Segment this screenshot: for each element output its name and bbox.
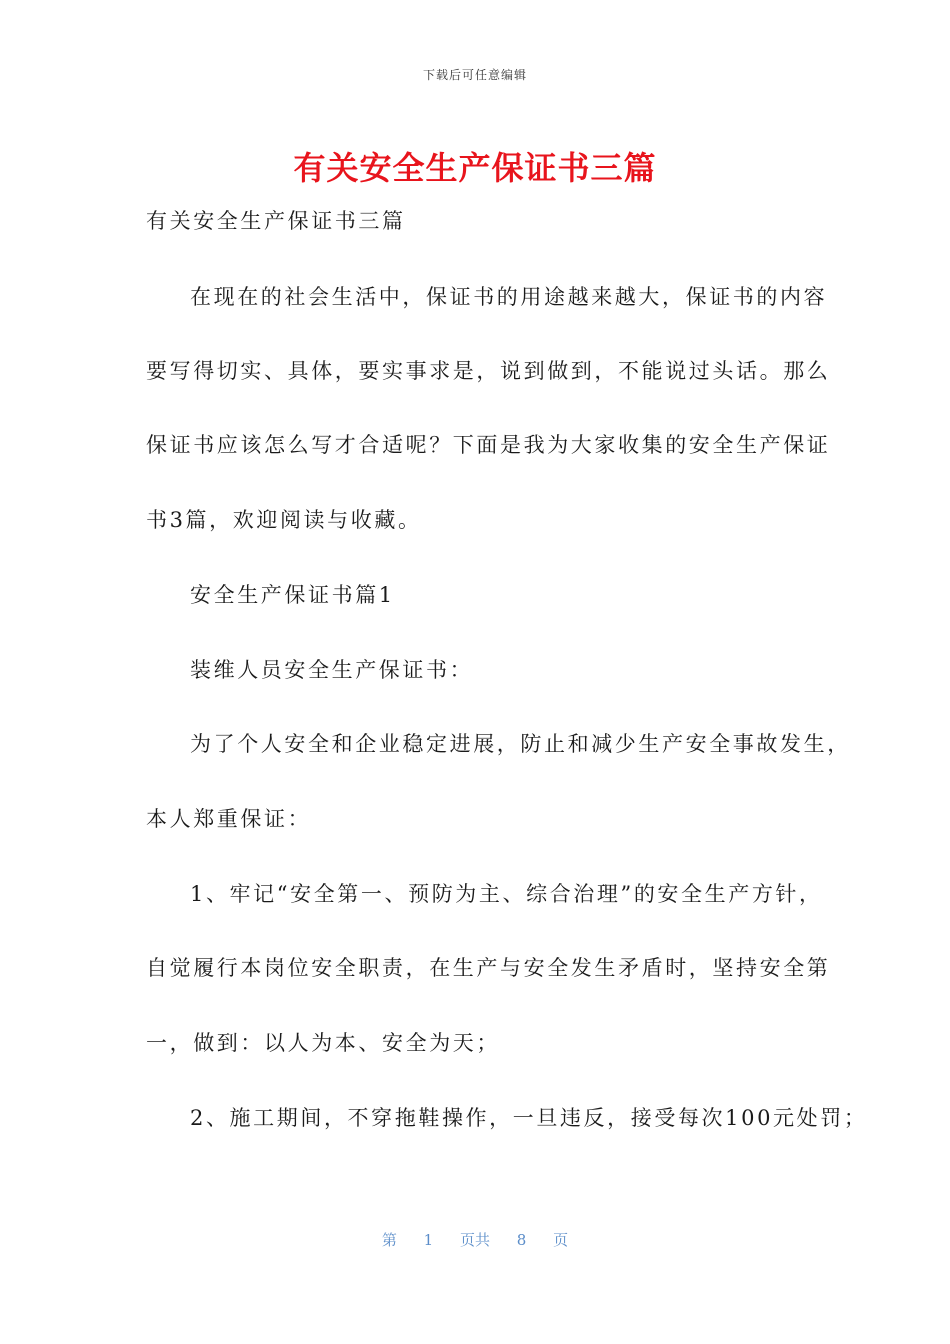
page-footer <box>0 1229 950 1250</box>
footer-prefix: 第 <box>381 1231 397 1249</box>
body-line-subtitle: 有关安全生产保证书三篇 <box>146 209 406 233</box>
body-line: 保证书应该怎么写才合适呢？下面是我为大家收集的安全生产保证 <box>146 433 831 457</box>
header-note: 下载后可任意编辑 <box>422 68 527 82</box>
body-line: 为了个人安全和企业稳定进展，防止和减少生产安全事故发生， <box>190 732 851 756</box>
body-line: 自觉履行本岗位安全职责，在生产与安全发生矛盾时，坚持安全第 <box>146 956 831 980</box>
body-line: 书3篇，欢迎阅读与收藏。 <box>146 508 422 532</box>
section-heading: 安全生产保证书篇1 <box>190 583 395 607</box>
current-page-number: 1 <box>423 1231 434 1249</box>
body-line: 2、施工期间，不穿拖鞋操作，一旦违反，接受每次100元处罚； <box>190 1106 868 1130</box>
body-line: 本人郑重保证： <box>146 807 312 831</box>
total-pages-number: 8 <box>516 1231 527 1249</box>
footer-mid: 页共 <box>459 1231 490 1249</box>
document-title: 有关安全生产保证书三篇 <box>293 149 657 187</box>
body-line: 装维人员安全生产保证书： <box>190 658 474 682</box>
footer-suffix: 页 <box>553 1231 569 1249</box>
body-line: 一，做到：以人为本、安全为天； <box>146 1031 500 1055</box>
body-line: 要写得切实、具体，要实事求是，说到做到，不能说过头话。那么 <box>146 359 831 383</box>
body-line: 1、牢记“安全第一、预防为主、综合治理”的安全生产方针， <box>190 882 823 906</box>
body-line: 在现在的社会生活中，保证书的用途越来越大，保证书的内容 <box>190 285 828 309</box>
